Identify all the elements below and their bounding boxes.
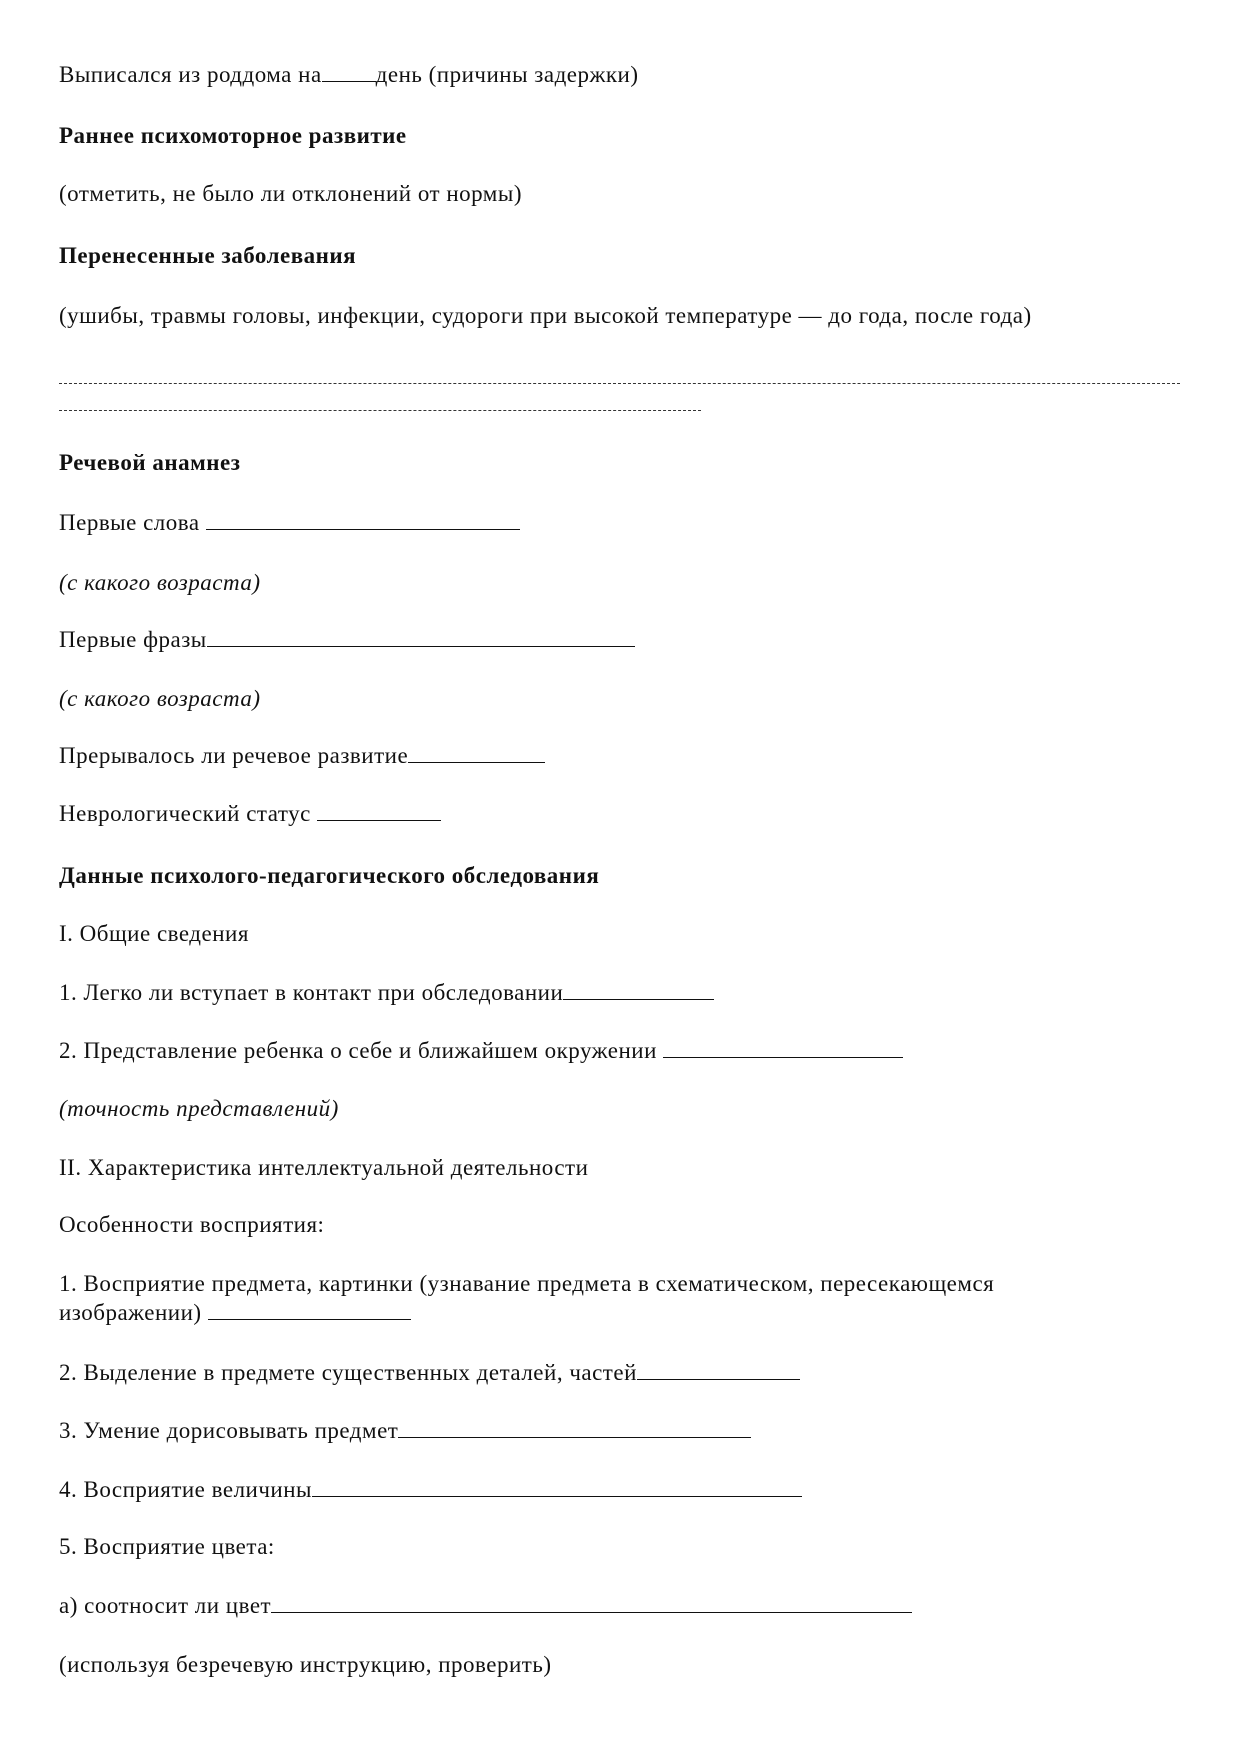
perception-item-4-label: 4. Восприятие величины	[59, 1477, 312, 1502]
first-words-label: Первые слова	[59, 510, 200, 535]
self-representation-label: 2. Представление ребенка о себе и ближайшем окружении	[59, 1038, 657, 1063]
heading-exam-data: Данные психолого-педагогического обследования	[59, 863, 600, 888]
first-words-blank	[206, 509, 520, 530]
age-note: (с какого возраста)	[59, 686, 261, 711]
perception-item-3-label: 3. Умение дорисовывать предмет	[59, 1418, 399, 1443]
perception-item-5a-blank	[271, 1592, 912, 1613]
perception-item-4	[59, 1476, 802, 1504]
perception-item-4-blank	[312, 1476, 802, 1497]
early-development-note: (отметить, не было ли отклонений от нормы)	[59, 181, 522, 206]
perception-title: Особенности восприятия:	[59, 1212, 325, 1237]
heading-speech-history: Речевой анамнез	[59, 450, 241, 475]
contact-label: 1. Легко ли вступает в контакт при обследовании	[59, 980, 564, 1005]
perception-item-5-note: (используя безречевую инструкцию, проверить)	[59, 1652, 552, 1677]
perception-item-1: 1. Восприятие предмета, картинки (узнавание предмета в схематическом, пересекающемся	[59, 1271, 995, 1296]
discharge-line	[59, 61, 639, 89]
accuracy-note: (точность представлений)	[59, 1096, 339, 1121]
blank-line	[59, 383, 1180, 384]
section-general: I. Общие сведения	[59, 921, 249, 946]
heading-diseases: Перенесенные заболевания	[59, 243, 357, 268]
section-intellectual: II. Характеристика интеллектуальной деятельности	[59, 1155, 589, 1180]
perception-item-1-label: изображении)	[59, 1300, 202, 1325]
perception-item-1-blank	[208, 1299, 411, 1320]
first-words-line	[59, 509, 520, 537]
first-phrases-blank	[207, 626, 635, 647]
first-phrases-label: Первые фразы	[59, 627, 207, 652]
perception-item-2-label: 2. Выделение в предмете существенных деталей, частей	[59, 1360, 637, 1385]
neuro-status-line	[59, 800, 441, 828]
age-note: (с какого возраста)	[59, 570, 261, 595]
first-phrases-line	[59, 626, 635, 654]
discharge-day-blank	[322, 61, 376, 82]
perception-item-5: 5. Восприятие цвета:	[59, 1534, 275, 1559]
speech-interrupted-blank	[408, 742, 545, 763]
discharge-label-after: день (причины задержки)	[375, 62, 639, 87]
perception-item-1-cont	[59, 1299, 411, 1327]
self-representation-blank	[663, 1037, 903, 1058]
neuro-status-blank	[317, 800, 441, 821]
perception-item-3	[59, 1417, 751, 1445]
discharge-label: Выписался из роддома на	[59, 62, 322, 87]
perception-item-3-blank	[398, 1417, 751, 1438]
self-representation-line	[59, 1037, 903, 1065]
perception-item-2-blank	[637, 1359, 800, 1380]
perception-item-5a-label: а) соотносит ли цвет	[59, 1593, 272, 1618]
perception-item-5a	[59, 1592, 912, 1620]
blank-line	[59, 410, 701, 411]
contact-blank	[563, 979, 714, 1000]
heading-early-development: Раннее психомоторное развитие	[59, 123, 407, 148]
diseases-note: (ушибы, травмы головы, инфекции, судороги при высокой температуре — до года, после года)	[59, 303, 1032, 328]
neuro-status-label: Неврологический статус	[59, 801, 311, 826]
contact-line	[59, 979, 714, 1007]
speech-interrupted-line	[59, 742, 545, 770]
perception-item-2	[59, 1359, 800, 1387]
speech-interrupted-label: Прерывалось ли речевое развитие	[59, 743, 409, 768]
